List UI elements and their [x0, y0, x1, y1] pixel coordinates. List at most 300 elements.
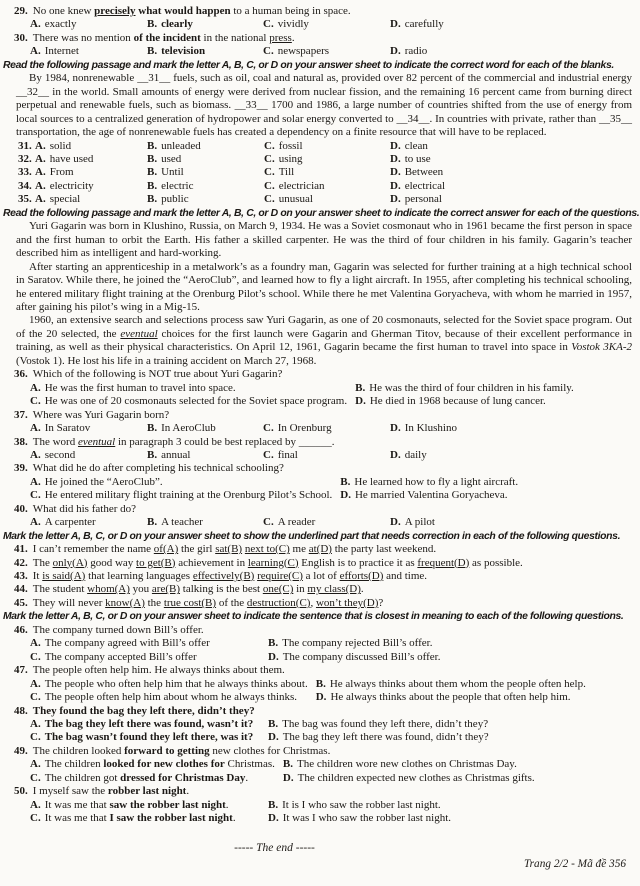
question-stem: [5, 436, 634, 449]
option-text: television: [161, 45, 206, 58]
option: [390, 153, 634, 166]
option: [340, 476, 634, 489]
question-stem: [5, 624, 634, 637]
text-segment: dressed for Christmas Day: [120, 771, 246, 784]
text-segment: The children looked: [32, 744, 125, 757]
option-letter: A.: [30, 718, 41, 731]
option-letter: A.: [30, 18, 41, 31]
passage-paragraph: [16, 220, 632, 260]
option: [30, 489, 332, 502]
option: [147, 449, 263, 462]
option: [35, 180, 147, 193]
option-text: second: [44, 448, 76, 461]
options: [5, 516, 634, 529]
text-segment: ,: [310, 596, 316, 609]
text-segment: are(B): [151, 583, 181, 596]
text-segment: .: [291, 31, 295, 44]
options: [5, 637, 634, 664]
option-letter: A.: [30, 45, 41, 58]
text-segment: efforts(D): [339, 570, 384, 583]
option: [316, 691, 634, 704]
option-text: electrical: [404, 179, 446, 192]
option-letter: D.: [390, 422, 401, 435]
question-number: 39.: [14, 462, 28, 475]
option-letter: C.: [30, 731, 41, 744]
instruction-text: Read the following passage and mark the letter A, B, C, or D on your answer sheet to indicate the correct word for each of the blanks.: [3, 59, 614, 71]
option-text: It was I who saw the robber last night.: [282, 812, 452, 825]
option: [30, 637, 260, 650]
option: [147, 18, 263, 31]
option-letter: C.: [30, 691, 41, 704]
text-segment: The student: [32, 583, 88, 596]
option-letter: C.: [264, 139, 275, 152]
text-segment: 1960, an extensive search and selections process saw Yuri Gagarin, as one of 20 cosmonauts, selected for the Soviet space program. Out of the 20 selected, the: [16, 314, 632, 340]
question-number: 34.: [18, 179, 32, 192]
option: [30, 516, 147, 529]
text-segment: I saw the robber last night: [109, 812, 233, 825]
option-letter: D.: [390, 193, 401, 206]
option: [316, 678, 634, 691]
text-segment: to a human being in space.: [230, 5, 351, 17]
option-letter: D.: [390, 18, 401, 31]
option-letter: D.: [390, 448, 401, 461]
option-text: He married Valentina Goryacheva.: [354, 489, 508, 502]
text-segment: know(A): [105, 596, 145, 609]
option-text: In AeroClub: [161, 422, 216, 435]
text-segment: There was no mention: [32, 31, 134, 44]
option-letter: D.: [282, 771, 294, 784]
passage-paragraph: [16, 314, 632, 368]
text-segment: What did his father do?: [32, 502, 136, 515]
question-number: 45.: [14, 596, 28, 609]
option-text: unusual: [278, 193, 313, 206]
option: [268, 651, 634, 664]
option: [283, 772, 634, 785]
option-text: newspapers: [277, 45, 330, 58]
text-segment: the party last weekend.: [331, 543, 437, 556]
question-number: 38.: [14, 435, 28, 448]
option: [390, 449, 634, 462]
text-segment: (Vostok 1). He lost his life in a training accident on March 27, 1968.: [16, 354, 317, 367]
option-text: clean: [404, 139, 428, 152]
text-segment: to get(B): [136, 556, 176, 569]
option: [30, 382, 347, 395]
option-letter: B.: [147, 193, 158, 206]
text-segment: won’t they(D): [315, 596, 379, 609]
option: [263, 422, 390, 435]
option: [147, 166, 264, 179]
option-text: The company discussed Bill’s offer.: [282, 650, 441, 663]
option-letter: D.: [340, 489, 351, 502]
text-segment: The children: [44, 758, 104, 771]
option-text: A carpenter: [44, 516, 96, 529]
text-segment: and time.: [383, 570, 428, 583]
text-segment: robber last night: [107, 785, 187, 798]
text-segment: in: [293, 583, 308, 596]
passage-paragraph: [16, 261, 632, 315]
option-text: fossil: [278, 139, 303, 152]
option-letter: A.: [30, 475, 41, 488]
option: [268, 731, 634, 744]
question-stem: [5, 785, 634, 798]
question-stem: [5, 409, 634, 422]
option-text: unleaded: [161, 139, 201, 152]
text-segment: looked for new clothes for: [103, 758, 225, 771]
option-letter: A.: [30, 448, 41, 461]
option-text: daily: [404, 448, 427, 461]
option-letter: B.: [147, 139, 158, 152]
option-letter: B.: [315, 677, 326, 690]
text-segment: eventual: [77, 435, 116, 448]
option-letter: D.: [390, 179, 401, 192]
text-segment: I myself saw the: [32, 785, 108, 798]
text-segment: the: [144, 596, 164, 609]
option-letter: C.: [264, 193, 275, 206]
option: [263, 45, 390, 58]
option: [30, 395, 347, 408]
text-segment: my class(D): [307, 583, 361, 596]
option: [263, 449, 390, 462]
text-segment: that learning languages: [85, 570, 193, 583]
text-segment: of the: [216, 596, 247, 609]
question-stem: [5, 503, 634, 516]
text-segment: true cost(B): [163, 596, 217, 609]
question-stem: [5, 664, 634, 677]
option-text: public: [161, 193, 189, 206]
instruction-text: Mark the letter A, B, C, or D on your answer sheet to indicate the sentence that is closest in meaning to each of the following questions.: [3, 611, 624, 623]
option-text: It is I who saw the robber last night.: [282, 798, 441, 811]
option: [355, 382, 634, 395]
section-instruction: [3, 207, 640, 220]
option-text: A reader: [277, 516, 316, 529]
option-letter: D.: [315, 691, 327, 704]
question-row: [5, 153, 634, 166]
option-letter: B.: [268, 637, 279, 650]
option-letter: C.: [263, 45, 274, 58]
text-segment: only(A): [52, 556, 88, 569]
option-text: carefully: [404, 18, 444, 31]
option-text: Internet: [44, 45, 79, 58]
options: [5, 382, 634, 409]
option-text: He died in 1968 because of lung cancer.: [369, 395, 546, 408]
text-segment: Vostok 3KA-2: [571, 341, 632, 354]
option-letter: A.: [30, 422, 41, 435]
option-letter: D.: [268, 812, 279, 825]
option-text: A pilot: [404, 516, 435, 529]
option-letter: C.: [263, 422, 274, 435]
option-letter: A.: [35, 152, 46, 165]
question-stem: [5, 32, 634, 45]
option-letter: C.: [30, 771, 41, 784]
option: [30, 18, 147, 31]
question-stem: [5, 705, 634, 718]
option-letter: C.: [263, 516, 274, 529]
text-segment: in the national: [200, 31, 270, 44]
text-segment: effectively(B): [192, 570, 255, 583]
option: [35, 193, 147, 206]
option-text: exactly: [44, 18, 77, 31]
option-letter: C.: [30, 812, 41, 825]
option: [268, 718, 634, 731]
option: [268, 799, 634, 812]
option-text: He was one of 20 cosmonauts selected for the Soviet space program.: [44, 395, 348, 408]
options: [5, 449, 634, 462]
option-letter: A.: [30, 381, 41, 394]
text-segment: learning(C): [247, 556, 299, 569]
text-segment: in paragraph 3 could be best replaced by ______.: [115, 435, 335, 448]
option-letter: A.: [30, 516, 41, 529]
option: [30, 799, 260, 812]
option-text: electricity: [49, 179, 94, 192]
option: [147, 193, 264, 206]
option: [30, 449, 147, 462]
text-segment: choices for the first launch were Gagarin and Gherman Titov, because of their excellent performance in training, as well as their physical characteristics. On April 12, 1961, Gagarin became the first human to travel into space in: [16, 327, 633, 354]
option-letter: C.: [264, 166, 275, 179]
option: [263, 18, 390, 31]
options: [5, 718, 634, 745]
option-text: He entered military flight training at the Orenburg Pilot’s School.: [44, 489, 333, 502]
text-segment: .: [245, 771, 249, 784]
option: [30, 422, 147, 435]
option-text: vividly: [277, 18, 309, 31]
question-number: 31.: [18, 139, 32, 152]
option-text: Between: [404, 166, 444, 179]
text-segment: I can’t remember the name: [32, 543, 154, 556]
question-stem: [5, 583, 634, 596]
question-number: 42.: [14, 556, 28, 569]
text-segment: The children got: [44, 771, 121, 784]
question-number: 33.: [18, 166, 32, 179]
option-text: In Klushino: [404, 422, 457, 435]
option: [390, 45, 634, 58]
options: [5, 678, 634, 705]
option-letter: A.: [30, 758, 41, 771]
option: [390, 166, 634, 179]
option-text: used: [161, 152, 182, 165]
option-text: electric: [161, 179, 194, 192]
text-segment: Christmas.: [224, 758, 275, 771]
question-number: 32.: [18, 152, 32, 165]
page-footer-text: Trang 2/2 - Mã đề 356: [524, 858, 626, 871]
text-segment: It: [32, 570, 43, 583]
question-stem: [5, 543, 634, 556]
text-segment: the girl: [178, 543, 216, 556]
text-segment: of(A): [153, 543, 179, 556]
text-segment: what would happen: [138, 5, 231, 17]
question-number: 50.: [14, 785, 28, 798]
question-number: 43.: [14, 570, 28, 583]
text-segment: achievement in: [175, 556, 248, 569]
option: [390, 193, 634, 206]
option: [263, 516, 390, 529]
text-segment: good way: [87, 556, 137, 569]
option-text: He always thinks about them whom the people often help.: [329, 677, 586, 690]
option: [35, 166, 147, 179]
question-row: [5, 140, 634, 153]
option: [390, 422, 634, 435]
question-stem: [5, 557, 634, 570]
option: [147, 180, 264, 193]
text-segment: ?: [378, 596, 384, 609]
text-segment: as possible.: [469, 556, 523, 569]
option-text: The company accepted Bill’s offer: [44, 650, 197, 663]
option-letter: B.: [147, 18, 158, 31]
option-text: The people who often help him that he always thinks about.: [44, 677, 308, 690]
text-segment: The people often help him. He always thinks about them.: [32, 664, 285, 677]
option-text: The company rejected Bill’s offer.: [282, 637, 433, 650]
option-letter: B.: [147, 45, 158, 58]
option: [147, 422, 263, 435]
question-stem: [5, 5, 634, 18]
text-segment: .: [360, 583, 364, 596]
options: [5, 476, 634, 503]
option-text: to use: [404, 152, 431, 165]
text-segment: Yuri Gagarin was born in Klushino, Russia, on March 9, 1934. He was a Soviet cosmonaut who in 1961 became the first person in space and the first human to orbit the Earth. His father a skilled carpenter. He was the third of four children in his family. Gagarin’s teacher described him as intelligent and hard-working.: [16, 220, 632, 260]
option-letter: B.: [268, 718, 279, 731]
option-letter: C.: [264, 179, 275, 192]
option-text: The bag was found they left there, didn’t they?: [282, 718, 489, 731]
text-segment: sat(B): [215, 543, 243, 556]
option-text: Till: [278, 166, 295, 179]
options: [5, 799, 634, 826]
text-segment: Which of the following is NOT true about Yuri Gagarin?: [32, 368, 283, 381]
option: [147, 516, 263, 529]
question-number: 29.: [14, 5, 28, 17]
option-letter: D.: [390, 45, 401, 58]
text-segment: new clothes for Christmas.: [209, 744, 331, 757]
option: [30, 758, 275, 771]
option-letter: B.: [147, 179, 158, 192]
option-text: personal: [404, 193, 442, 206]
option-text: He learned how to fly a light aircraft.: [354, 475, 519, 488]
text-segment: forward to getting: [124, 744, 210, 757]
question-stem: [5, 368, 634, 381]
option-letter: D.: [355, 395, 366, 408]
text-segment: By 1984, nonrenewable __31__ fuels, such as oil, coal and natural as, provided over 82 percent of the commercial and industrial energy __32__ in the world. Small amounts of energy were derived from nuclear fission, and the remaining 16 percent came from burning direct perpetual and renewable fuels, such as biomass. __33__ 1700 and 1986, a large number of countries shifted from the use of energy from local sources to a centralized generation of hydropower and solar energy converted to __34__. In countries with private, rather than __35__ transportation, the age of nonrenewable fuels has created a dependency on a finite resource that will have to be replaced.: [16, 72, 632, 139]
option-text: He was the first human to travel into space.: [44, 381, 236, 394]
option: [35, 153, 147, 166]
option-text: The people often help him about whom he always thinks.: [44, 691, 298, 704]
option-letter: C.: [30, 650, 41, 663]
option: [264, 180, 390, 193]
option-text: The bag they left there was found, didn’t they?: [282, 731, 489, 744]
option-letter: B.: [147, 448, 158, 461]
option: [264, 140, 390, 153]
option-letter: A.: [35, 166, 46, 179]
option: [30, 772, 275, 785]
text-segment: me: [289, 543, 309, 556]
page-footer: [5, 858, 634, 871]
text-segment: whom(A): [87, 583, 130, 596]
instruction-text: Read the following passage and mark the letter A, B, C, or D on your answer sheet to indicate the correct answer for each of the questions.: [3, 207, 640, 219]
option: [264, 166, 390, 179]
text-segment: press: [269, 31, 292, 44]
text-segment: They found the bag they left there, didn’t they?: [32, 704, 255, 717]
text-segment: is said(A): [42, 570, 86, 583]
question-number: 35.: [18, 193, 32, 206]
text-segment: a lot of: [302, 570, 340, 583]
option-text: In Orenburg: [277, 422, 332, 435]
option-text: He always thinks about the people that often help him.: [330, 691, 571, 704]
text-segment: at(D): [308, 543, 332, 556]
option-text: He was the third of four children in his family.: [369, 381, 574, 394]
option-text: The children expected new clothes as Christmas gifts.: [297, 771, 535, 784]
text-segment: saw the robber last night: [109, 798, 226, 811]
option-text: solid: [49, 139, 72, 152]
option-letter: A.: [35, 139, 46, 152]
option-letter: B.: [282, 758, 293, 771]
option-text: clearly: [161, 18, 193, 31]
end-text: ----- The end -----: [234, 841, 315, 854]
text-segment: destruction(C): [246, 596, 311, 609]
option-text: radio: [404, 45, 428, 58]
text-segment: What did he do after completing his technical schooling?: [32, 462, 284, 475]
option: [30, 678, 308, 691]
option: [264, 193, 390, 206]
text-segment: They will never: [32, 596, 106, 609]
option: [268, 637, 634, 650]
option: [264, 153, 390, 166]
option: [340, 489, 634, 502]
text-segment: of the incident: [133, 31, 201, 44]
text-segment: talking is the best: [180, 583, 263, 596]
option-letter: B.: [147, 422, 158, 435]
option: [30, 812, 260, 825]
question-stem: [5, 597, 634, 610]
option-letter: D.: [390, 139, 401, 152]
instruction-text: Mark the letter A, B, C, or D on your answer sheet to show the underlined part that needs correction in each of the following questions.: [3, 530, 621, 542]
question-row: [5, 193, 634, 206]
option: [147, 153, 264, 166]
text-segment: English is to practice it as: [298, 556, 418, 569]
option-letter: D.: [268, 650, 279, 663]
option-text: Until: [161, 166, 184, 179]
text-segment: precisely: [94, 5, 136, 17]
option-letter: C.: [264, 152, 275, 165]
option-letter: C.: [263, 18, 274, 31]
option: [35, 140, 147, 153]
option: [147, 140, 264, 153]
text-segment: .: [232, 812, 236, 825]
options: [5, 422, 634, 435]
option: [30, 476, 332, 489]
text-segment: The word: [32, 435, 78, 448]
option-text: The children wore new clothes on Christmas Day.: [296, 758, 517, 771]
option-letter: D.: [390, 166, 401, 179]
section-instruction: [3, 530, 634, 543]
text-segment: frequent(D): [417, 556, 470, 569]
text-segment: The company turned down Bill’s offer.: [32, 623, 204, 636]
question-number: 48.: [14, 704, 28, 717]
text-segment: After starting an apprenticeship in a metalwork’s as a foundry man, Gagarin was selected for further training at a high technical school in Saratov. While there, he joined the “AeroClub”, and learned how to fly a light aircraft. In 1955, after completing his technical schooling, he entered military flight training at the Orenburg Pilot’s school. While there he met Valentina Goryacheva, with whom he married in 1957, after gaining his pilot’s wing in a Mig-15.: [16, 260, 632, 313]
option-letter: D.: [268, 731, 279, 744]
text-segment: next to(C): [244, 543, 290, 556]
text-segment: No one knew: [32, 5, 95, 17]
question-number: 47.: [14, 664, 28, 677]
option-letter: D.: [390, 516, 401, 529]
option-text: The bag they left there was found, wasn’t it?: [44, 718, 254, 731]
option-letter: C.: [30, 489, 41, 502]
option-text: annual: [161, 448, 191, 461]
option-letter: C.: [263, 448, 274, 461]
option-letter: A.: [30, 677, 41, 690]
option-letter: B.: [147, 152, 158, 165]
text-segment: eventual: [120, 327, 158, 340]
options: [5, 45, 634, 58]
options: [5, 758, 634, 785]
question-number: 44.: [14, 583, 28, 596]
option: [268, 812, 634, 825]
